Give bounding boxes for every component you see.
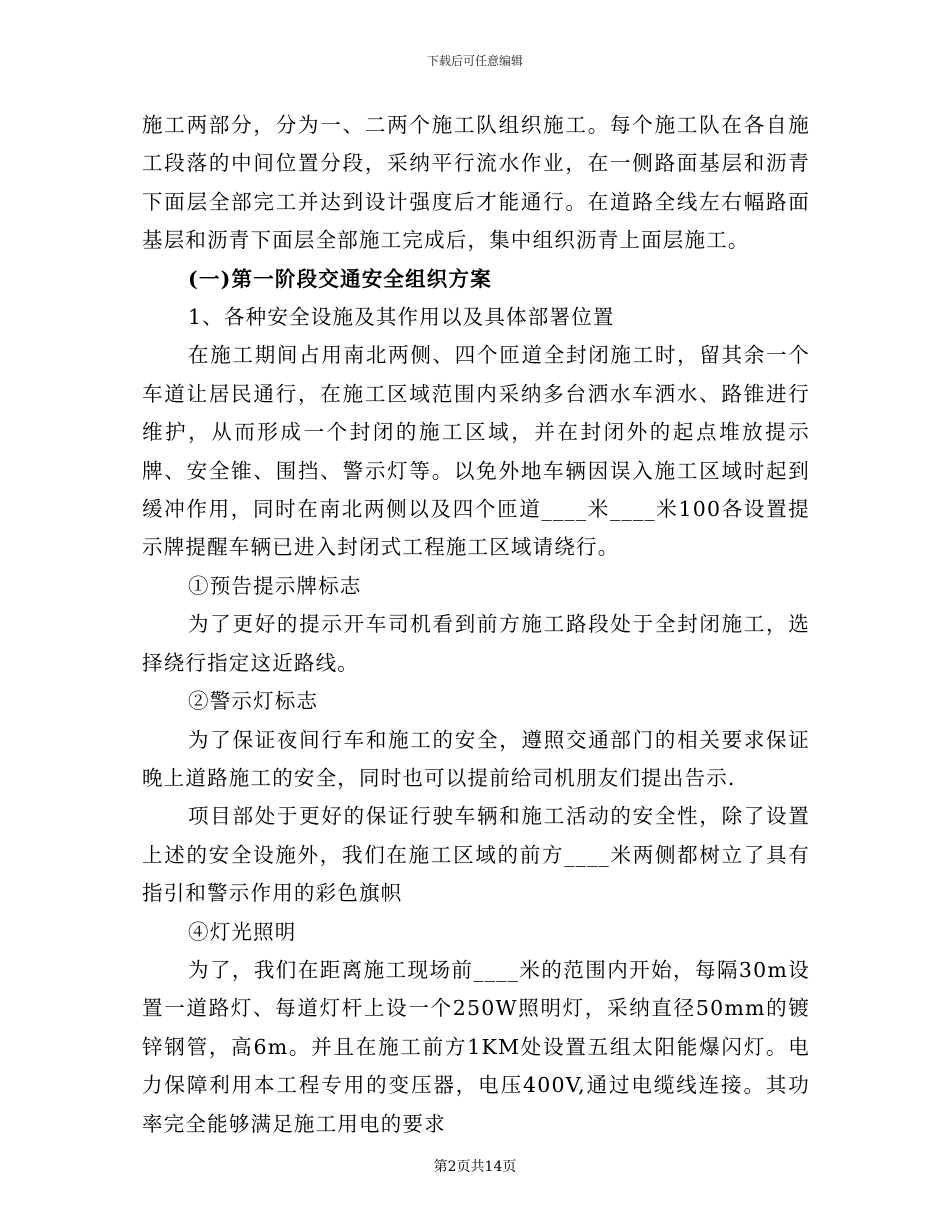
- paragraph-flags: 项目部处于更好的保证行驶车辆和施工活动的安全性，除了设置上述的安全设施外，我们在施工区域的前方____米两侧都树立了具有指引和警示作用的彩色旗帜: [142, 804, 810, 906]
- item-heading-warning-light: ②警示灯标志: [188, 689, 319, 714]
- page-header: 下载后可任意编辑: [426, 54, 523, 68]
- paragraph-closure-description: 在施工期间占用南北两侧、四个匝道全封闭施工时，留其余一个车道让居民通行，在施工区域范围内采纳多台洒水车洒水、路锥进行维护，从而形成一个封闭的施工区域，并在封闭外的起点堆放提示牌、安全锥、围挡、警示灯等。以免外地车辆因误入施工区域时起到缓冲作用，同时在南北两侧以及四个匝道____米____米100各设置提示牌提醒车辆已进入封闭式工程施工区域请绕行。: [142, 343, 810, 560]
- paragraph-continuation: 施工两部分，分为一、二两个施工队组织施工。每个施工队在各自施工段落的中间位置分段，采纳平行流水作业，在一侧路面基层和沥青下面层全部完工并达到设计强度后才能通行。在道路全线左右幅路面基层和沥青下面层全部施工完成后，集中组织沥青上面层施工。: [142, 113, 810, 253]
- section-heading: (一)第一阶段交通安全组织方案: [188, 266, 492, 291]
- subsection-heading: 1、各种安全设施及其作用以及具体部署位置: [188, 305, 615, 330]
- paragraph-warning-sign: 为了更好的提示开车司机看到前方施工路段处于全封闭施工，选择绕行指定这近路线。: [142, 612, 810, 675]
- paragraph-warning-light: 为了保证夜间行车和施工的安全，遵照交通部门的相关要求保证晚上道路施工的安全，同时也可以提前给司机朋友们提出告示.: [142, 727, 810, 790]
- paragraph-lighting: 为了，我们在距离施工现场前____米的范围内开始，每隔30m设置一道路灯、每道灯杆上设一个250W照明灯，采纳直径50mm的镀锌钢管，高6m。并且在施工前方1KM处设置五组太阳能爆闪灯。电力保障利用本工程专用的变压器，电压400V,通过电缆线连接。其功率完全能够满足施工用电的要求: [142, 957, 810, 1136]
- item-heading-warning-sign: ①预告提示牌标志: [188, 573, 362, 598]
- page-number: 第2页共14页: [433, 1159, 517, 1175]
- item-heading-lighting: ④灯光照明: [188, 919, 297, 944]
- document-body: [142, 106, 810, 1143]
